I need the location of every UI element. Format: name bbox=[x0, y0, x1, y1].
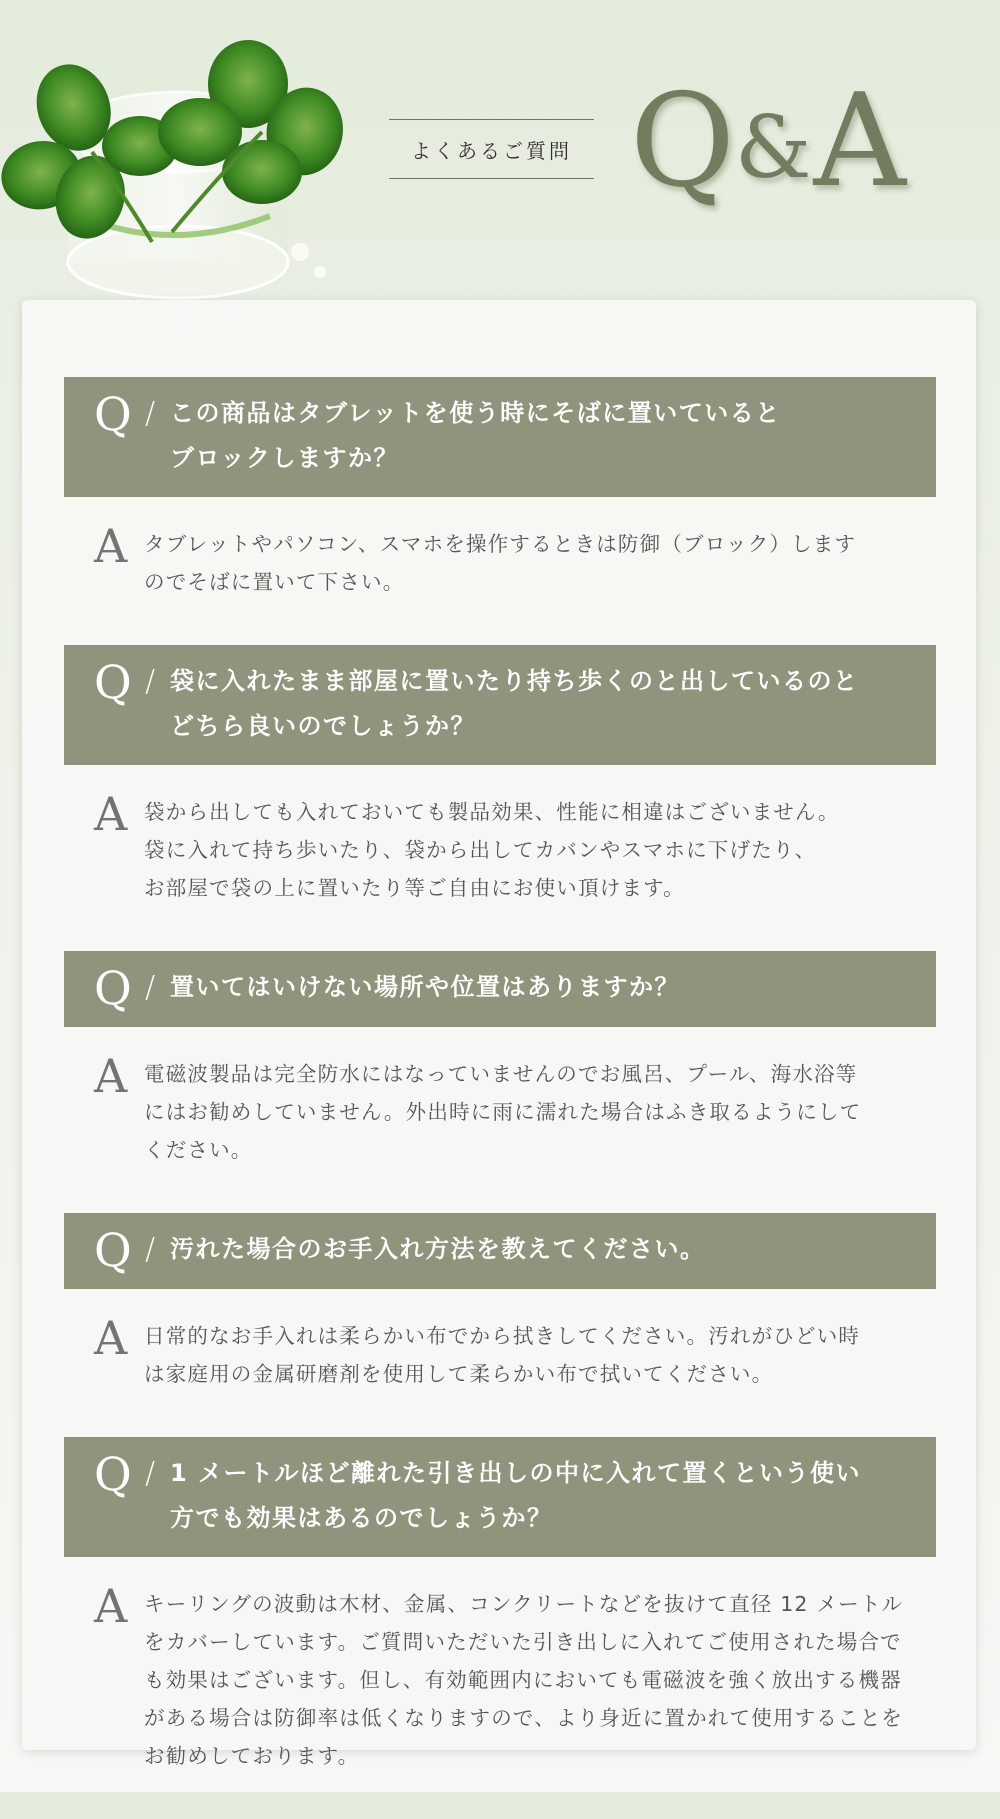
answer-row bbox=[64, 765, 936, 907]
question-text: この商品はタブレットを使う時にそばに置いていると ブロックしますか？ bbox=[170, 399, 781, 472]
question-text: 1 メートルほど離れた引き出しの中に入れて置くという使い 方でも効果はあるのでしょうか？ bbox=[170, 1459, 862, 1532]
question-marker: Q bbox=[94, 1447, 132, 1501]
title-q: Q bbox=[630, 67, 733, 216]
qa-list bbox=[64, 377, 936, 1819]
question-bar bbox=[64, 377, 936, 497]
question-bar bbox=[64, 1213, 936, 1289]
subtitle: よくあるご質問 bbox=[389, 119, 594, 179]
question-text: 置いてはいけない場所や位置はありますか？ bbox=[170, 973, 680, 1001]
answer-marker: A bbox=[94, 1579, 128, 1633]
question-bar bbox=[64, 951, 936, 1027]
slash-divider: / bbox=[144, 1456, 156, 1491]
answer-row bbox=[64, 1557, 936, 1775]
qa-item bbox=[64, 377, 936, 601]
question-bar bbox=[64, 645, 936, 765]
qa-item bbox=[64, 1437, 936, 1775]
qa-item bbox=[64, 951, 936, 1169]
slash-divider: / bbox=[144, 664, 156, 699]
clover-image bbox=[0, 20, 360, 340]
qa-item bbox=[64, 1213, 936, 1393]
slash-divider: / bbox=[144, 1232, 156, 1267]
qa-header bbox=[0, 0, 1000, 300]
question-text: 袋に入れたまま部屋に置いたり持ち歩くのと出しているのと どちら良いのでしょうか？ bbox=[170, 667, 859, 740]
qa-item bbox=[64, 645, 936, 907]
question-bar bbox=[64, 1437, 936, 1557]
answer-text: 袋から出しても入れておいても製品効果、性能に相違はございません。 袋に入れて持ち歩いたり、袋から出してカバンやスマホに下げたり、 お部屋で袋の上に置いたり等ご自由にお使い頂けます。 bbox=[144, 800, 840, 900]
question-marker: Q bbox=[94, 1223, 132, 1277]
answer-marker: A bbox=[94, 519, 128, 573]
question-marker: Q bbox=[94, 387, 132, 441]
slash-divider: / bbox=[144, 396, 156, 431]
answer-marker: A bbox=[94, 1311, 128, 1365]
title-ampersand: & bbox=[734, 98, 812, 198]
answer-row bbox=[64, 1027, 936, 1169]
answer-row bbox=[64, 497, 936, 601]
answer-row bbox=[64, 1289, 936, 1393]
title-a: A bbox=[813, 67, 904, 216]
answer-text: 電磁波製品は完全防水にはなっていませんのでお風呂、プール、海水浴等 にはお勧めしていません。外出時に雨に濡れた場合はふき取るようにして ください。 bbox=[144, 1062, 862, 1162]
answer-marker: A bbox=[94, 1049, 128, 1103]
answer-text: 日常的なお手入れは柔らかい布でから拭きしてください。汚れがひどい時 は家庭用の金属研磨剤を使用して柔らかい布で拭いてください。 bbox=[144, 1324, 861, 1386]
slash-divider: / bbox=[144, 970, 156, 1005]
question-marker: Q bbox=[94, 655, 132, 709]
question-marker: Q bbox=[94, 961, 132, 1015]
question-text: 汚れた場合のお手入れ方法を教えてください。 bbox=[170, 1235, 706, 1263]
answer-text: タブレットやパソコン、スマホを操作するときは防御（ブロック）します のでそばに置いて下さい。 bbox=[144, 532, 857, 594]
answer-text: キーリングの波動は木材、金属、コンクリートなどを抜けて直径 12 メートル をカバーしています。ご質問いただいた引き出しに入れてご使用された場合で も効果はございます。但し、有効範囲内においても電磁波を強く放出する機器 がある場合は防御率は低くなりますので、より身近に置かれて使用することを お勧めしております。 bbox=[144, 1592, 904, 1768]
answer-marker: A bbox=[94, 787, 128, 841]
page-title bbox=[630, 67, 904, 216]
